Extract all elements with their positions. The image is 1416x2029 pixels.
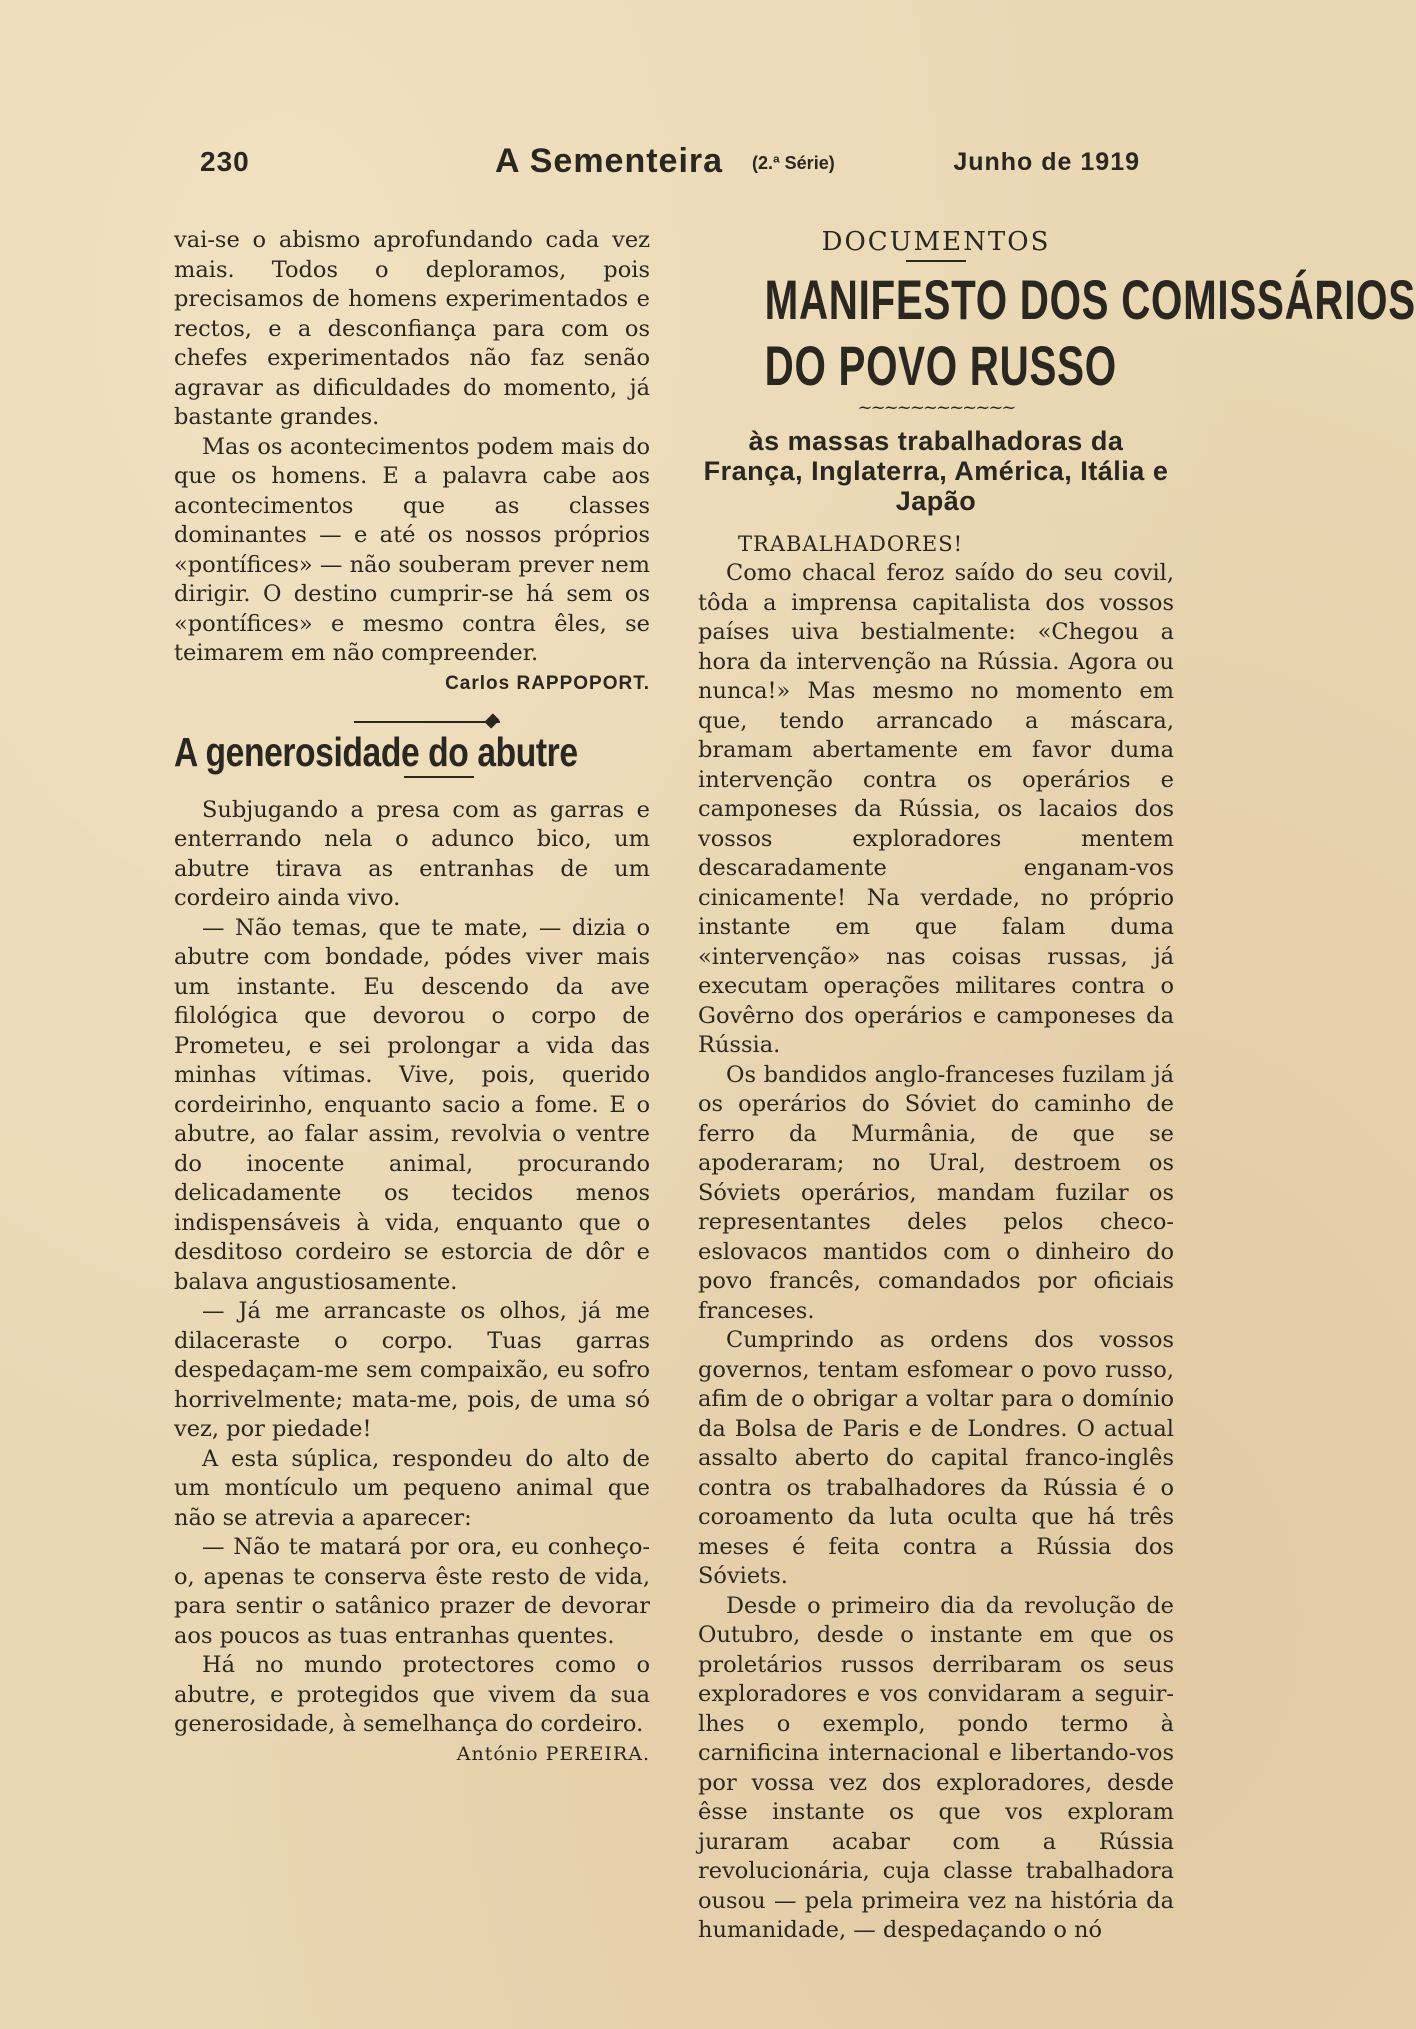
greeting: TRABALHADORES!	[738, 531, 964, 556]
journal-title: A Sementeira	[495, 142, 724, 180]
series-label: (2.ª Série)	[752, 153, 835, 173]
paragraph: Subjugando a presa com as garras e enterrando nela o adunco bico, um abutre tirava as entranhas de um cordeiro ainda vivo.	[174, 796, 650, 911]
page-number: 230	[200, 146, 250, 177]
section-rule	[906, 260, 966, 262]
page-header	[200, 142, 1140, 186]
article-title: A generosidade do abutre	[174, 729, 578, 775]
manifesto-title-line2: DO POVO RUSSO	[764, 333, 1117, 397]
manifesto-subtitle: às massas trabalhadoras da França, Inglaterra, América, Itália e Japão	[703, 425, 1169, 516]
paragraph: Como chacal feroz saído do seu covil, tôda a imprensa capitalista dos vossos países uiva bestialmente: «Chegou a hora da intervenção na Rússia. Agora ou nunca!» Mas mesmo no momento em que, tendo arrancado a máscara, bramam abertamente em favor duma intervenção contra os operários e camponeses da Rússia, os lacaios dos vossos exploradores mentem descaradamente enganam-vos cinicamente! Na verdade, no próprio instante em que falam duma «intervenção» nas coisas russas, já executam operações militares contra o Govêrno dos operários e camponeses da Rússia.	[698, 560, 1174, 1058]
paragraph: Cumprindo as ordens dos vossos governos, tentam esfomear o povo russo, afim de o obrigar a voltar para o domínio da Bolsa de Paris e de Londres. O actual assalto aberto do capital franco-inglês contra os trabalhadores da Rússia é o coroamento da luta oculta que há três meses é feita contra a Rússia dos Sóviets.	[698, 1327, 1174, 1589]
wavy-ornament: ~~~~~~~~~~~~	[857, 396, 1015, 418]
title-rule	[404, 776, 474, 778]
paragraph: Há no mundo protectores como o abutre, e protegidos que vivem da sua generosidade, à semelhança do cordeiro.	[174, 1652, 650, 1737]
paragraph: — Não temas, que te mate, — dizia o abutre com bondade, pódes viver mais um instante. Eu descendo da ave filológica que devorou o corpo de Prometeu, e sei prolongar a vida das minhas vítimas. Vive, pois, querido cordeirinho, enquanto sacio a fome. E o abutre, ao falar assim, revolvia o ventre do inocente animal, procurando delicadamente os tecidos menos indispensáveis à vida, enquanto que o desditoso cordeiro se estorcia de dôr e balava angustiosamente.	[174, 914, 650, 1295]
right-column	[698, 226, 1416, 1946]
author-signature: Carlos RAPPOPORT.	[445, 672, 650, 694]
paragraph: A esta súplica, respondeu do alto de um montículo um pequeno animal que não se atrevia a aparecer:	[174, 1445, 650, 1531]
section-label: DOCUMENTOS	[821, 227, 1051, 257]
author-signature: António PEREIRA.	[456, 1742, 650, 1765]
continuation-paragraph: vai-se o abismo aprofundando cada vez mais. Todos o deploramos, pois precisamos de homens experimentados e rectos, e a desconfiança para com os chefes experimentados não faz senão agravar as dificuldades do momento, já bastante grandes.	[174, 227, 650, 430]
issue-date: Junho de 1919	[953, 148, 1140, 176]
manifesto-title-line1: MANIFESTO DOS COMISSÁRIOS	[764, 267, 1416, 331]
left-column	[174, 226, 650, 1769]
separator-ornament	[174, 712, 650, 730]
paragraph: Desde o primeiro dia da revolução de Outubro, desde o instante em que os proletários russos derribaram os seus exploradores e vos convidaram a seguir-lhes o exemplo, pondo termo à carnificina internacional e libertando-vos por vossa vez dos exploradores, desde êsse instante os que vos exploram juraram acabar com a Rússia revolucionária, cuja classe trabalhadora ousou — pela primeira vez na história da humanidade, — despedaçando o nó	[698, 1592, 1174, 1943]
paragraph: Os bandidos anglo-franceses fuzilam já os operários do Sóviet do caminho de ferro da Murmânia, de que se apoderaram; no Ural, destroem os Sóviets operários, mandam fuzilar os representantes deles pelos checo-eslovacos mantidos com o dinheiro do povo francês, comandados por oficiais franceses.	[698, 1061, 1174, 1324]
paragraph: — Já me arrancaste os olhos, já me dilaceraste o corpo. Tuas garras despedaçam-me sem compaixão, eu sofro horrivelmente; mata-me, pois, de uma só vez, por piedade!	[174, 1298, 650, 1442]
paragraph: — Não te matará por ora, eu conheço-o, apenas te conserva êste resto de vida, para sentir o satânico prazer de devorar aos poucos as tuas entranhas quentes.	[174, 1534, 650, 1649]
paragraph: Mas os acontecimentos podem mais do que os homens. E a palavra cabe aos acontecimentos que as classes dominantes — e até os nossos próprios «pontífices» — não souberam prever nem dirigir. O destino cumprir-se há sem os «pontífices» e mesmo contra êles, se teimarem em não compreender.	[174, 433, 650, 666]
